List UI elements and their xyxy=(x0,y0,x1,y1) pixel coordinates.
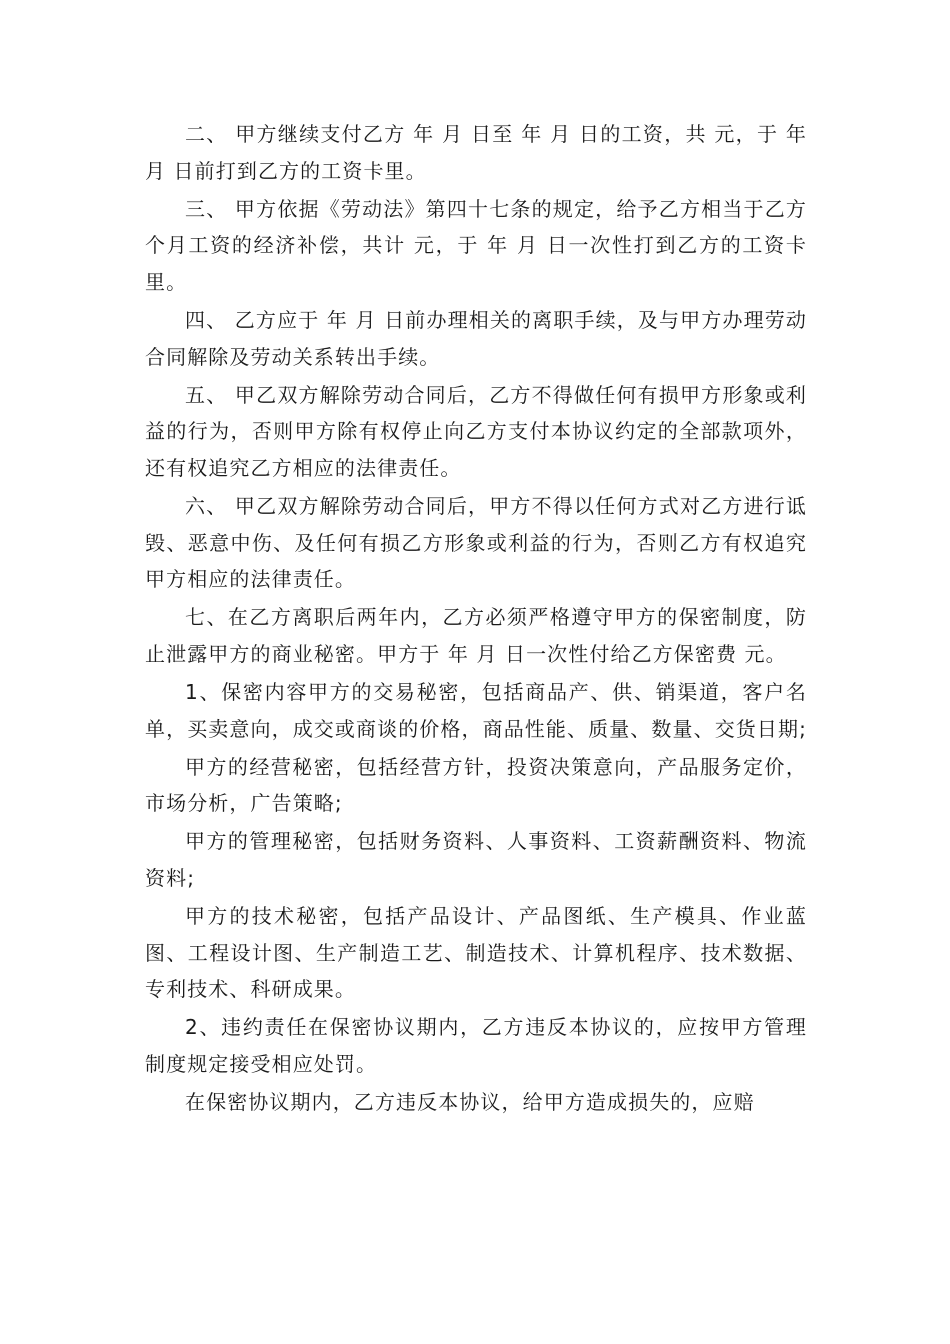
paragraph-2: 二、 甲方继续支付乙方 年 月 日至 年 月 日的工资，共 元，于 年 月 日前打到乙方的工资卡里。 xyxy=(145,122,807,183)
technical-secrets-paragraph: 甲方的技术秘密，包括产品设计、产品图纸、生产模具、作业蓝图、工程设计图、生产制造工艺、制造技术、计算机程序、技术数据、专利技术、科研成果。 xyxy=(145,903,807,1002)
paragraph-3: 三、 甲方依据《劳动法》第四十七条的规定，给予乙方相当于乙方 个月工资的经济补偿，共计 元，于 年 月 日一次性打到乙方的工资卡里。 xyxy=(145,196,807,294)
paragraph-5: 五、 甲乙双方解除劳动合同后，乙方不得做任何有损甲方形象或利益的行为，否则甲方除有权停止向乙方支付本协议约定的全部款项外，还有权追究乙方相应的法律责任。 xyxy=(145,382,807,480)
document-body xyxy=(145,116,807,1122)
confidential-content-paragraph: 1、保密内容甲方的交易秘密，包括商品产、供、销渠道，客户名单，买卖意向，成交或商谈的价格，商品性能、质量、数量、交货日期; xyxy=(145,679,807,741)
paragraph-4: 四、 乙方应于 年 月 日前办理相关的离职手续，及与甲方办理劳动合同解除及劳动关系转出手续。 xyxy=(145,307,807,369)
paragraph-6: 六、 甲乙双方解除劳动合同后，甲方不得以任何方式对乙方进行诋毁、恶意中伤、及任何有损乙方形象或利益的行为，否则乙方有权追究甲方相应的法律责任。 xyxy=(145,493,807,592)
damages-paragraph: 在保密协议期内，乙方违反本协议，给甲方造成损失的，应赔 xyxy=(185,1089,755,1114)
management-secrets-paragraph: 甲方的管理秘密，包括财务资料、人事资料、工资薪酬资料、物流资料; xyxy=(145,829,807,890)
business-secrets-paragraph: 甲方的经营秘密，包括经营方针，投资决策意向，产品服务定价，市场分析，广告策略; xyxy=(145,754,807,816)
breach-liability-paragraph: 2、违约责任在保密协议期内，乙方违反本协议的，应按甲方管理制度规定接受相应处罚。 xyxy=(145,1015,807,1076)
paragraph-7: 七、在乙方离职后两年内，乙方必须严格遵守甲方的保密制度，防止泄露甲方的商业秘密。甲方于 年 月 日一次性付给乙方保密费 元。 xyxy=(145,605,807,666)
